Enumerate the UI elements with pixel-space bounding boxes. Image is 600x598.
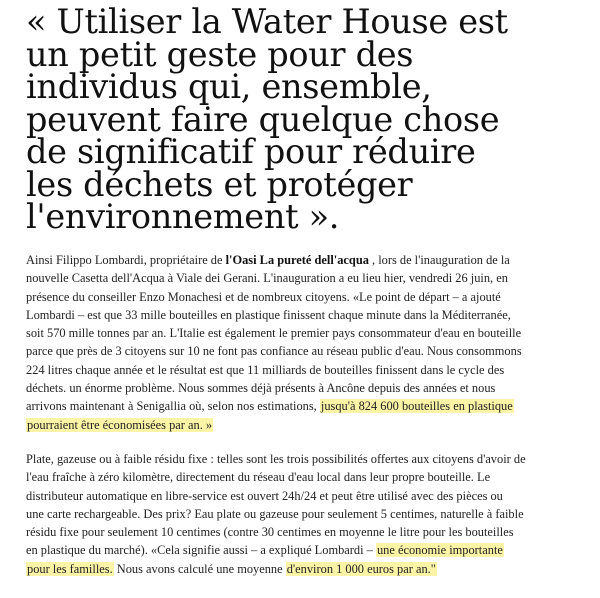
headline-line: de significatif pour réduire <box>26 132 476 171</box>
text-line <box>26 541 596 559</box>
text-line <box>26 397 596 415</box>
text-line <box>26 251 596 269</box>
text-line: 224 litres chaque année et le résultat est que 11 milliards de bouteilles finissent dans le cycle des <box>26 362 505 377</box>
headline-line: l'environnement ». <box>26 197 340 236</box>
paragraph-inauguration <box>26 251 596 434</box>
headline-line: les déchets et protéger <box>26 164 413 204</box>
text-run: Ainsi Filippo Lombardi, propriétaire de <box>26 253 226 267</box>
text-line: nouvelle Casetta dell'Acqua à Viale dei Gerani. L'inauguration a eu lieu hier, vendredi 26 juin, en <box>26 271 508 286</box>
highlighted-text: jusqu'à 824 600 bouteilles en plastique <box>320 399 513 414</box>
text-run: , lors de l'inauguration de la <box>368 253 510 267</box>
text-line: une carte rechargeable. Des prix? Eau plate ou gazeuse pour seulement 5 centimes, naturelle à faible <box>26 506 524 521</box>
text-line: l'eau fraîche à zéro kilomètre, directement du réseau d'eau local dans leur propre bouteille. Le <box>26 470 491 485</box>
paragraph-prices <box>26 450 596 578</box>
highlighted-text: une économie importante <box>376 543 503 558</box>
text-line: Plate, gazeuse ou à faible résidu fixe : telles sont les trois possibilités offertes aux citoyens d'avoir de <box>26 451 526 466</box>
text-run: arrivons maintenant à Senigallia où, selon nos estimations, <box>26 399 320 414</box>
highlighted-text: pour les familles. <box>27 561 113 576</box>
article-body <box>26 251 596 578</box>
text-line: déchets. un énorme problème. Nous sommes déjà présents à Ancône depuis des années et nous <box>26 381 496 396</box>
text-run: en plastique du marché). «Cela signifie aussi – a expliqué Lombardi – <box>26 543 376 558</box>
headline-line: un petit geste pour des <box>26 34 414 74</box>
headline-quote <box>26 2 592 236</box>
headline-line: individus qui, ensemble, <box>26 67 432 106</box>
text-line: soit 570 mille tonnes par an. L'Italie est également le premier pays consommateur d'eau en bouteille <box>26 326 522 341</box>
text-line: parce que près de 3 citoyens sur 10 ne font pas confiance au réseau public d'eau. Nous consommons <box>26 344 522 359</box>
headline-line: « Utiliser la Water House est <box>26 2 508 41</box>
highlighted-text: d'environ 1 000 euros par an." <box>286 561 436 576</box>
text-line: distributeur automatique en libre-service est ouvert 24h/24 et peut être utilisé avec des pièces ou <box>26 488 503 503</box>
business-name: l'Oasi La pureté dell'acqua <box>225 253 369 267</box>
text-line <box>26 560 596 578</box>
highlighted-text: pourraient être économisées par an. » <box>27 417 213 432</box>
text-line: présence du conseiller Enzo Monachesi et de nombreux citoyens. «Le point de départ – a ajouté <box>26 289 501 304</box>
text-line <box>26 416 596 434</box>
headline-line: peuvent faire quelque chose <box>26 99 500 139</box>
text-line: résidu fixe pour seulement 10 centimes (contre 30 centimes en moyenne le litre pour les bouteilles <box>26 525 514 540</box>
text-line: Lombardi – est que 33 mille bouteilles en plastique finissent chaque minute dans la Méditerranée, <box>26 307 511 322</box>
text-run: Nous avons calculé une moyenne <box>113 561 286 576</box>
